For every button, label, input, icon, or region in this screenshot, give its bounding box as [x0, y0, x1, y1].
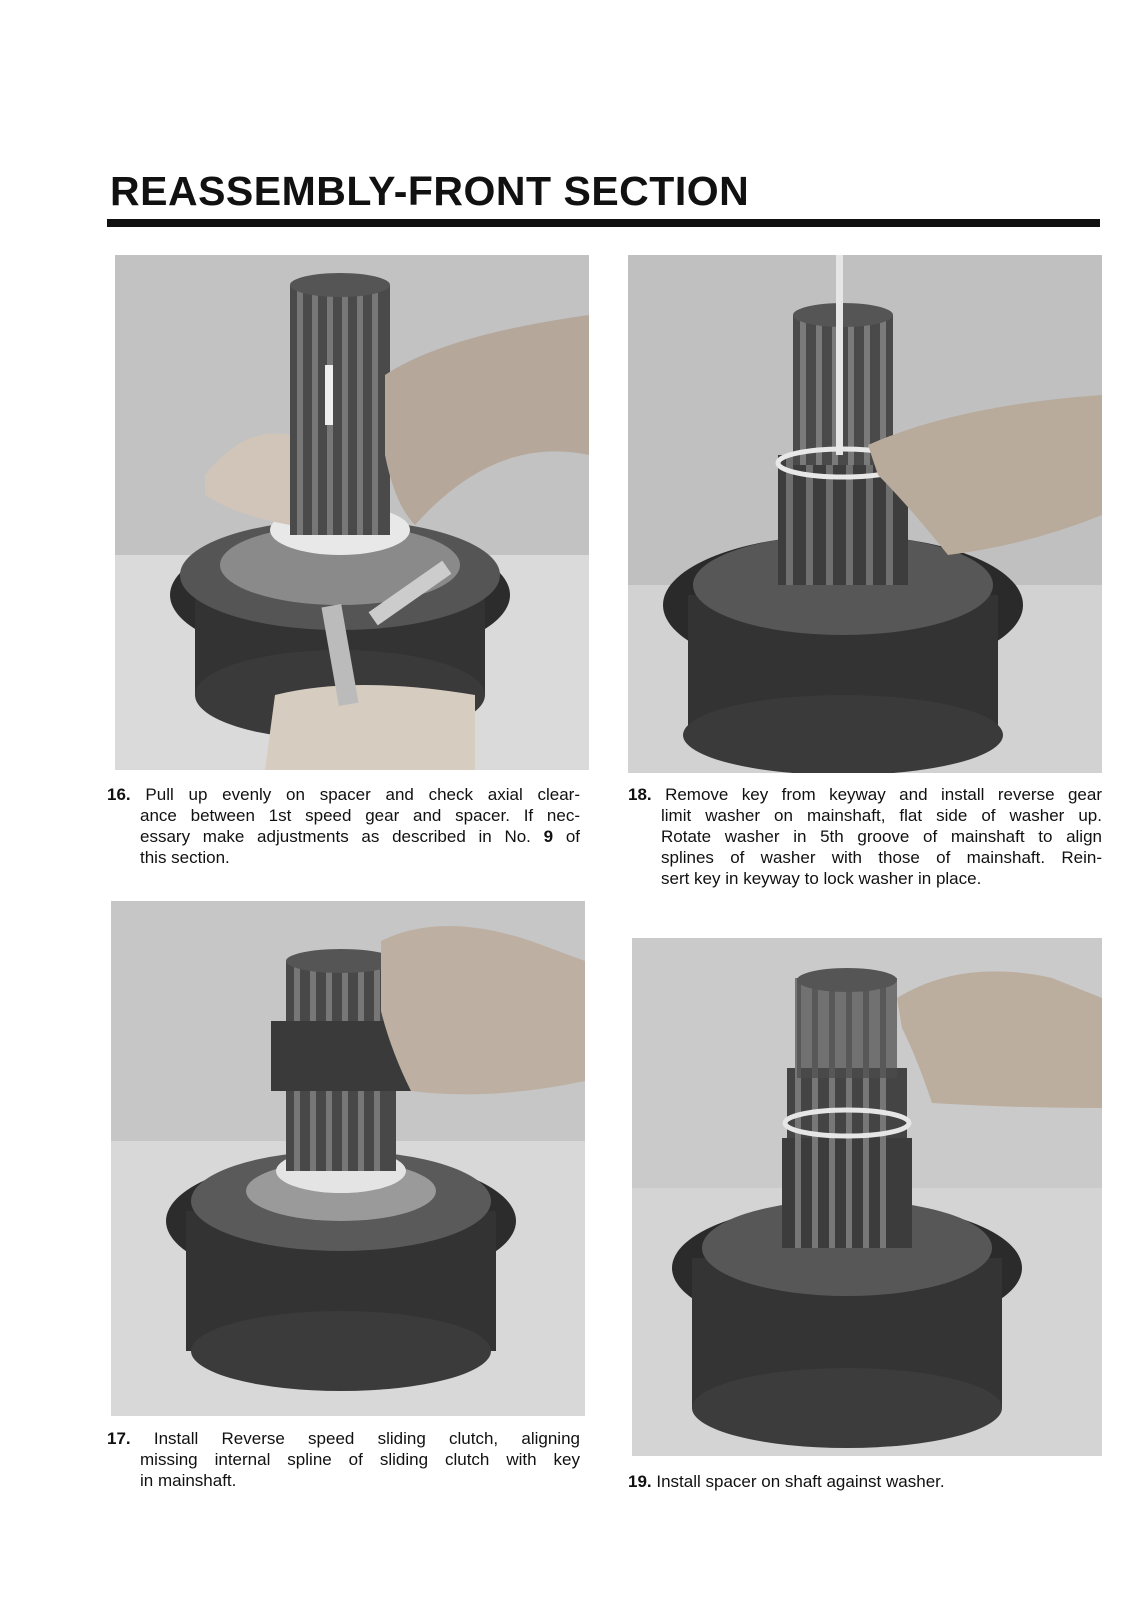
caption-line: limit washer on mainshaft, flat side of washer up. [661, 806, 1102, 825]
caption-line: Pull up evenly on spacer and check axial clear- [145, 785, 580, 804]
caption-line: Install spacer on shaft against washer. [656, 1472, 945, 1491]
photo-step-17 [111, 901, 585, 1416]
gear-shaft-illustration-17 [111, 901, 585, 1416]
gear-shaft-illustration-18 [628, 255, 1102, 773]
step-number: 16. [107, 785, 131, 804]
gear-shaft-illustration-19 [632, 938, 1102, 1456]
caption-line: splines of washer with those of mainshaft. Rein- [661, 848, 1102, 867]
caption-line: of [565, 827, 580, 846]
caption-line: essary make adjustments as described in No. [140, 827, 531, 846]
gear-shaft-illustration-16 [115, 255, 589, 770]
step-number: 19. [628, 1472, 652, 1491]
step-number: 18. [628, 785, 652, 804]
caption-line: missing internal spline of sliding clutch with key [140, 1450, 580, 1469]
caption-line: this section. [140, 848, 230, 867]
caption-line: sert key in keyway to lock washer in place. [661, 869, 982, 888]
page-title: REASSEMBLY-FRONT SECTION [110, 168, 750, 214]
step-reference: 9 [543, 827, 554, 846]
photo-step-18 [628, 255, 1102, 773]
caption-line: Remove key from keyway and install reverse gear [665, 785, 1102, 804]
caption-line: in mainshaft. [140, 1471, 237, 1490]
caption-step-19 [628, 1471, 1102, 1492]
caption-step-16 [107, 784, 580, 868]
caption-line: Install Reverse speed sliding clutch, aligning [153, 1429, 580, 1448]
caption-line: ance between 1st speed gear and spacer. If nec- [140, 806, 580, 825]
caption-step-18 [628, 784, 1102, 889]
step-number: 17. [107, 1429, 131, 1448]
title-underline [107, 219, 1100, 227]
photo-step-19 [632, 938, 1102, 1456]
photo-step-16 [115, 255, 589, 770]
caption-step-17 [107, 1428, 580, 1491]
caption-line: Rotate washer in 5th groove of mainshaft to align [661, 827, 1102, 846]
